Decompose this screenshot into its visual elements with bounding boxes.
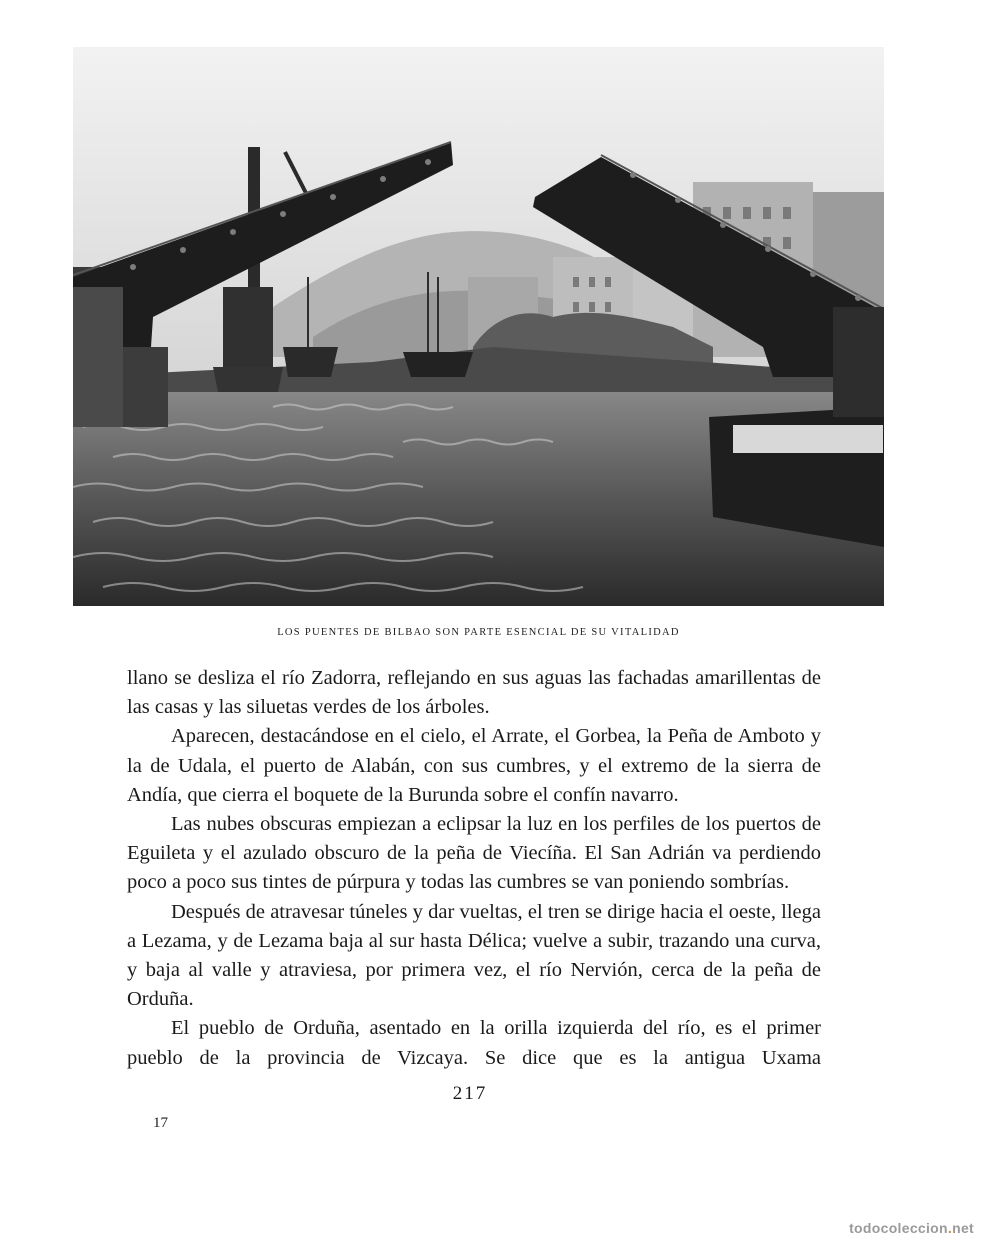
photo-caption: LOS PUENTES DE BILBAO SON PARTE ESENCIAL DE SU VITALIDAD [277,627,680,638]
watermark-dot: . [947,1220,953,1236]
watermark [849,1220,974,1236]
paragraph: Aparecen, destacándose en el cielo, el Arrate, el Gorbea, la Peña de Amboto y la de Udala, el puerto de Alabán, con sus cumbres, y el extremo de la sierra de Andía, que cierra el boquete de la Burunda sobre el confín navarro. [127,725,821,806]
bridge-photo [73,47,884,606]
paragraph: llano se desliza el río Zadorra, reflejando en sus aguas las fachadas amarillentas de las casas y las siluetas verdes de los árboles. [127,667,821,719]
page-number: 217 [452,1083,488,1104]
body-text [127,664,821,1073]
paragraph: Las nubes obscuras empiezan a eclipsar la luz en los perfiles de los puertos de Eguileta y el azulado obscuro de la peña de Viecíña. El San Adrián va perdiendo poco a poco sus tintes de púrpura y todas las cumbres se van poniendo sombrías. [127,813,821,894]
watermark-prefix: todocoleccion [849,1220,948,1236]
paragraph: El pueblo de Orduña, asentado en la orilla izquierda del río, es el primer pueblo de la provincia de Vizcaya. Se dice que es la antigua Uxama [127,1017,821,1069]
watermark-suffix: net [952,1220,974,1236]
paragraph: Después de atravesar túneles y dar vueltas, el tren se dirige hacia el oeste, llega a Lezama, y de Lezama baja al sur hasta Délica; vuelve a subir, trazando una curva, y baja al valle y atraviesa, por primera vez, el río Nervión, cerca de la peña de Orduña. [127,900,821,1011]
signature-mark: 17 [153,1115,168,1131]
